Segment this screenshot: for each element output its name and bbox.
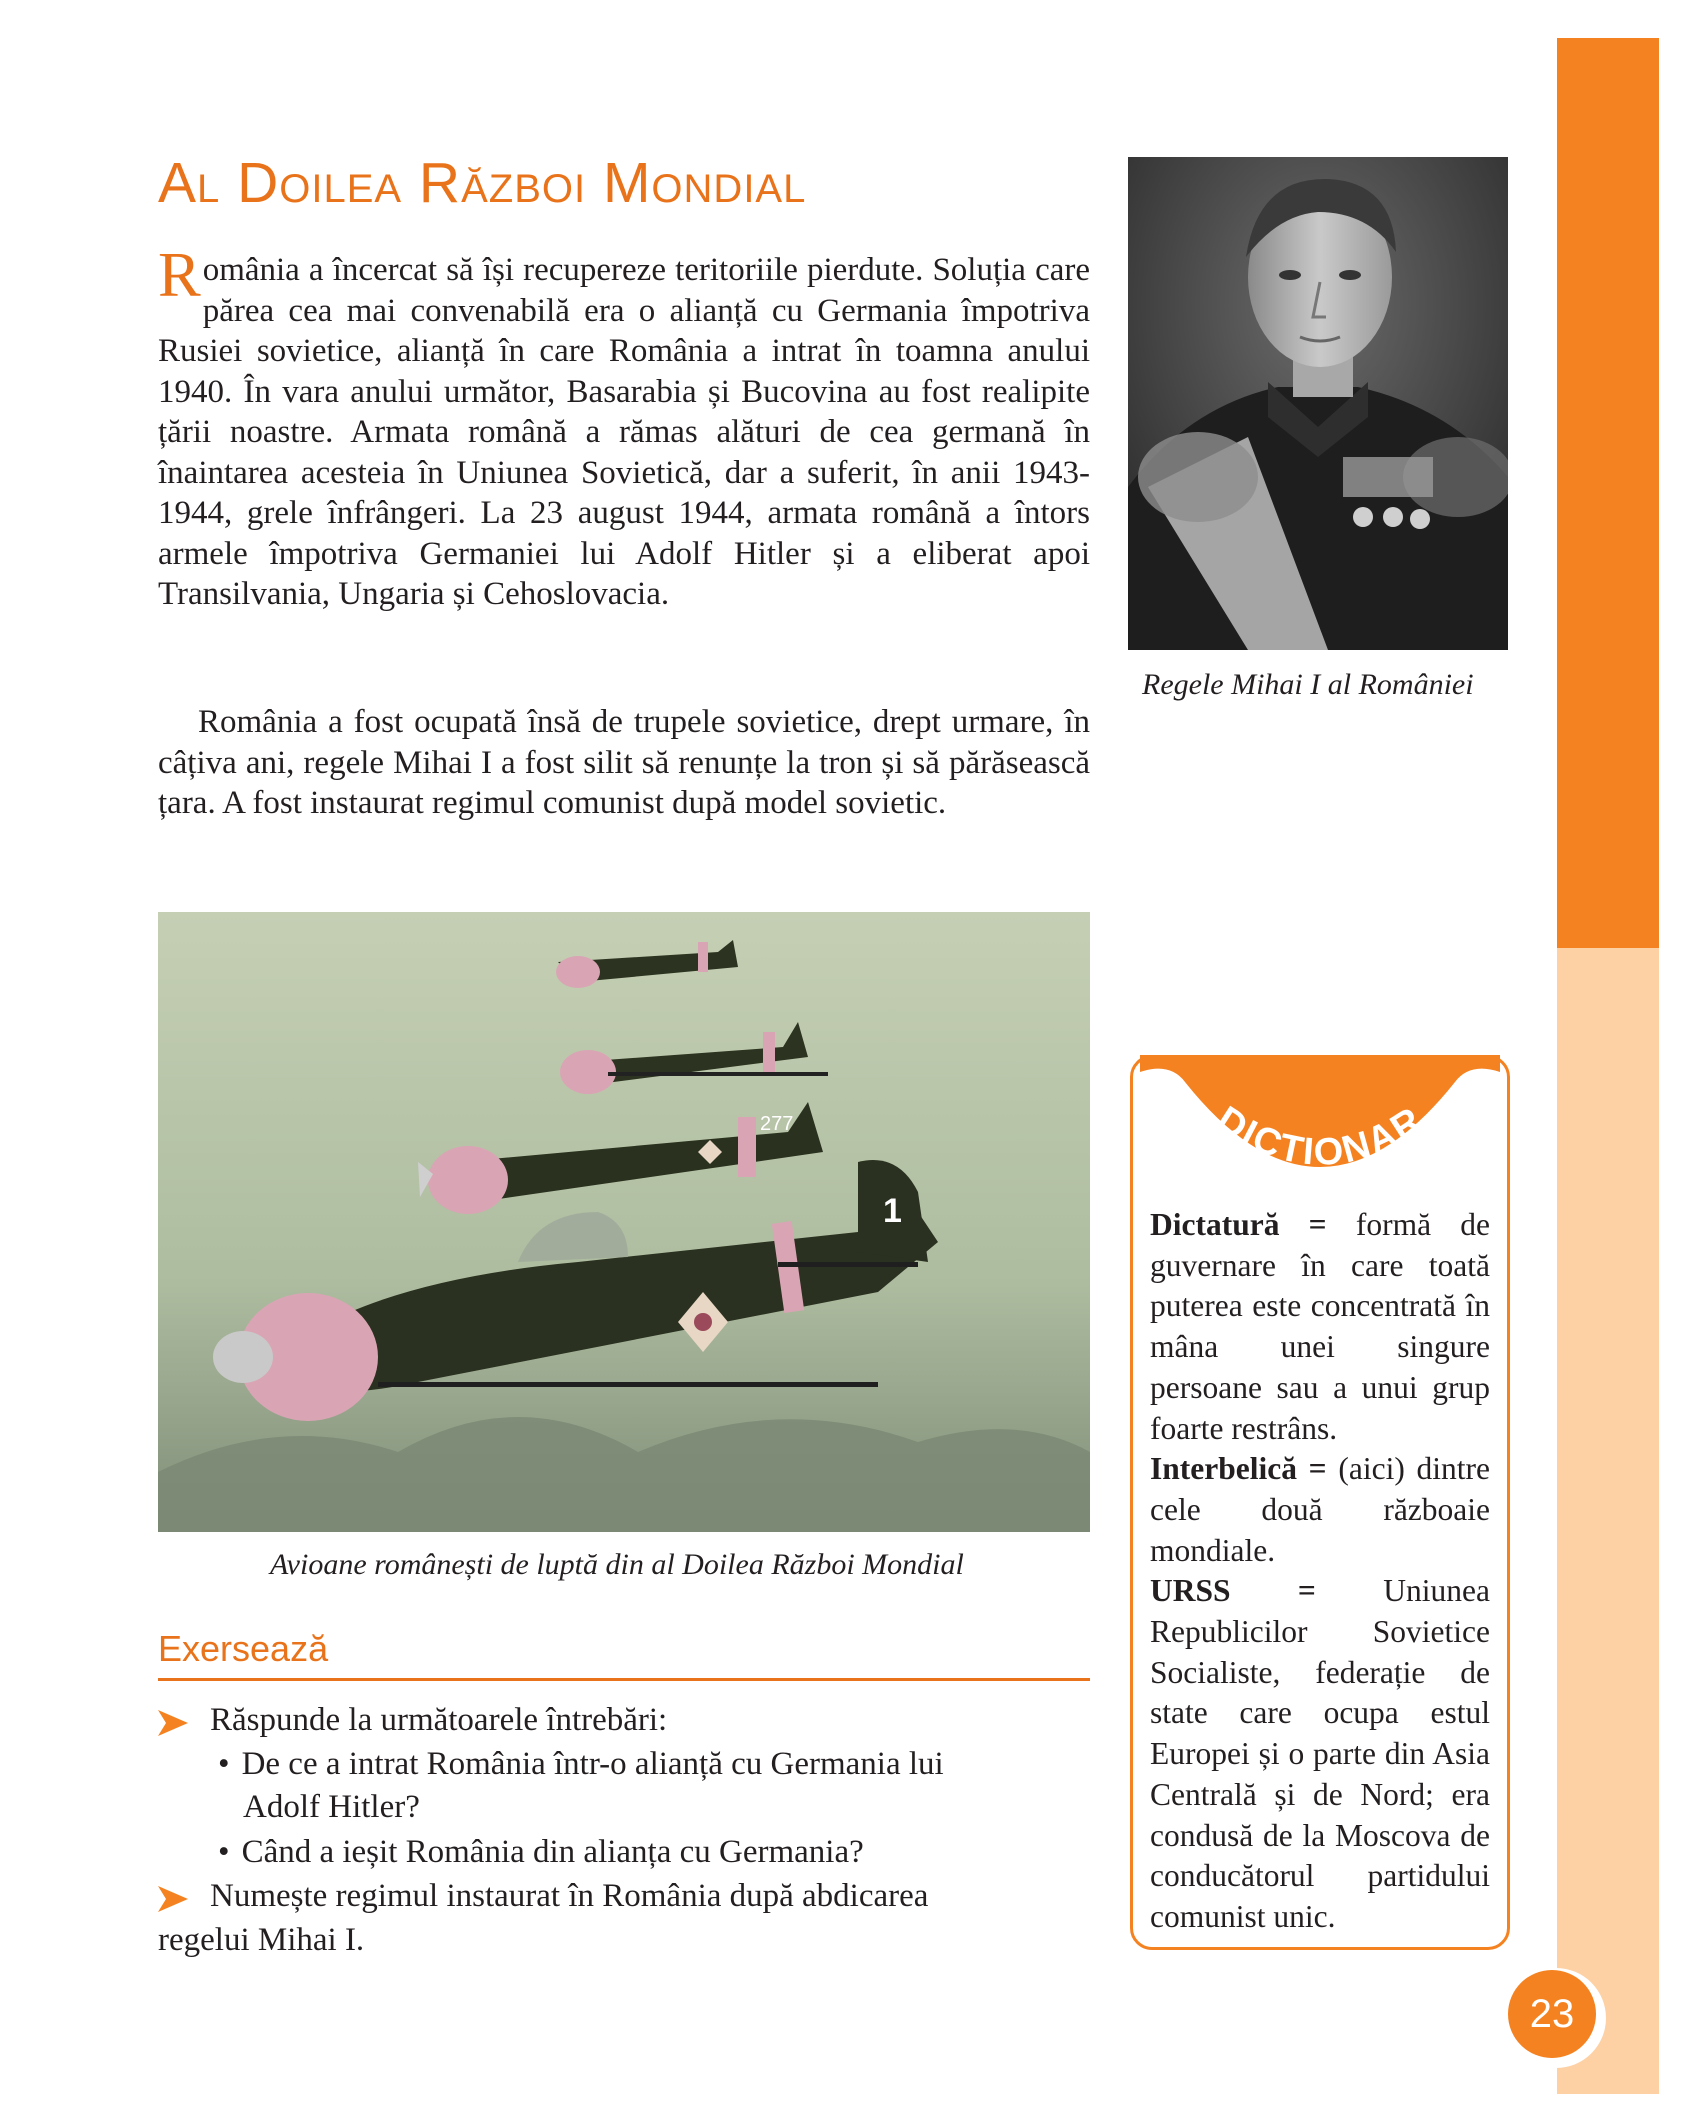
plane-number-1: 1	[883, 1192, 902, 1230]
intro-paragraph-1-text: omânia a încercat să își recupereze teritoriile pierdute. Soluția care părea cea mai convenabilă era o alianță cu Germania împotriva Rusiei sovietice, alianță în care România a intrat în toamna anului 1940. În vara anului următor, Basarabia și Bucovina au fost realipite țării noastre. Armata română a rămas alături de cea germană în înaintarea acesteia în Uniunea Sovietică, dar a suferit, în anii 1943-1944, grele înfrângeri. La 23 august 1944, armata română a întors armele împotriva Germaniei lui Adolf Hitler și a eliberat apoi Transilvania, Ungaria și Cehoslovacia.	[158, 252, 1090, 612]
dictionary-definition: (aici) dintre cele două războaie mondiale.	[1150, 1451, 1490, 1568]
drop-cap: R	[158, 239, 201, 310]
page-title: Al Doilea Război Mondial	[158, 151, 807, 215]
question-1-line-2: Adolf Hitler?	[243, 1789, 420, 1825]
planes-caption: Avioane românești de luptă din al Doilea Război Mondial	[270, 1548, 964, 1581]
fighter-planes-illustration	[158, 912, 1090, 1532]
side-strip-bottom	[1557, 948, 1659, 2094]
dictionary-definition: Uniunea Republicilor Sovietice Socialiste, federație de state care ocupa estul Europei și o parte din Asia Centrală și de Nord; era condusă de la Moscova de conducătorul partidului comunist unic.	[1150, 1573, 1491, 1934]
bullet-icon: •	[218, 1834, 230, 1870]
side-strip-top	[1557, 38, 1659, 948]
dictionary-label: DICȚIONAR	[1209, 1098, 1431, 1175]
arrow-bullet-icon	[158, 1886, 188, 1912]
dictionary-label-badge	[1140, 1052, 1500, 1202]
exercise-task-1: Răspunde la următoarele întrebări:	[210, 1702, 668, 1738]
dictionary-term: Interbelică =	[1150, 1451, 1327, 1487]
intro-paragraph-2: România a fost ocupată însă de trupele sovietice, drept urmare, în câțiva ani, regele Mihai I a fost silit să renunțe la tron și să părăsească țara. A fost instaurat regimul comunist după model sovietic.	[158, 704, 1090, 821]
page-number: 23	[1508, 1970, 1596, 2058]
arrow-bullet-icon	[158, 1710, 188, 1736]
question-1-text: De ce a intrat România într-o alianță cu Germania lui	[241, 1746, 944, 1782]
exercise-task-2-line-1: Numește regimul instaurat în România după abdicarea	[210, 1878, 929, 1914]
exercise-heading: Exersează	[158, 1628, 329, 1669]
fighter-planes-image	[158, 912, 1090, 1532]
king-portrait-image	[1128, 157, 1508, 650]
dictionary-term: URSS =	[1150, 1573, 1316, 1609]
king-portrait-caption: Regele Mihai I al României	[1142, 668, 1474, 701]
dictionary-term: Dictatură =	[1150, 1207, 1327, 1242]
king-portrait-illustration	[1128, 157, 1508, 650]
exercise-task-2-line-2: regelui Mihai I.	[158, 1922, 365, 1958]
dictionary-entries	[1150, 1205, 1490, 1938]
question-2	[218, 1832, 864, 1873]
question-1-line-1	[218, 1744, 944, 1785]
plane-number-277: 277	[760, 1113, 794, 1135]
intro-paragraph-1	[158, 239, 1090, 615]
dictionary-definition: formă de guvernare în care toată puterea este concentrată în mâna unei singure persoane sau a unui grup foarte restrâns.	[1150, 1207, 1490, 1446]
bullet-icon: •	[218, 1746, 230, 1782]
question-2-text: Când a ieșit România din alianța cu Germania?	[241, 1834, 864, 1870]
exercise-divider	[158, 1678, 1090, 1681]
